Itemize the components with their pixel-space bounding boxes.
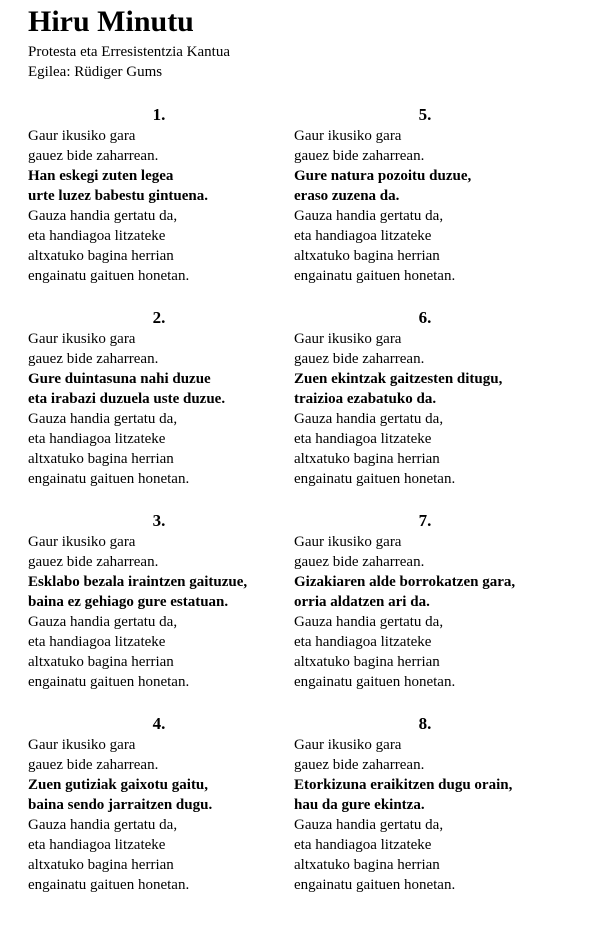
verse-line: Gauza handia gertatu da, (28, 208, 178, 224)
song-header (28, 4, 230, 82)
verse-line-highlight: Gure duintasuna nahi duzue (28, 371, 211, 387)
verse-line: gauez bide zaharrean. (294, 148, 425, 164)
verse-line: Gaur ikusiko gara (294, 331, 402, 347)
verse-line: Gauza handia gertatu da, (294, 817, 444, 833)
verse-line-highlight: Gizakiaren alde borrokatzen gara, (294, 574, 516, 590)
verse-number: 1. (152, 105, 166, 124)
verse-5 (294, 104, 559, 307)
verse-line: eta handiagoa litzateke (28, 228, 166, 244)
verse-8 (294, 713, 559, 916)
verse-line: gauez bide zaharrean. (294, 757, 425, 773)
verse-line: Gauza handia gertatu da, (28, 614, 178, 630)
author-credit: Egilea: Rüdiger Gums (28, 64, 163, 80)
verse-line: Gauza handia gertatu da, (28, 411, 178, 427)
verse-line: Gaur ikusiko gara (294, 128, 402, 144)
verse-line-highlight: Zuen ekintzak gaitzesten ditugu, (294, 371, 503, 387)
verse-line: Gaur ikusiko gara (28, 128, 136, 144)
verse-line: engainatu gaituen honetan. (28, 877, 190, 893)
verse-line-highlight: eta irabazi duzuela uste duzue. (28, 391, 226, 407)
verse-3 (28, 510, 293, 713)
verse-line-highlight: traizioa ezabatuko da. (294, 391, 437, 407)
page-title: Hiru Minutu (28, 5, 194, 38)
verse-line: eta handiagoa litzateke (294, 837, 432, 853)
verse-1 (28, 104, 293, 307)
verse-line: gauez bide zaharrean. (294, 554, 425, 570)
verse-line-highlight: orria aldatzen ari da. (294, 594, 430, 610)
verse-line: gauez bide zaharrean. (28, 148, 159, 164)
verse-line: altxatuko bagina herrian (28, 451, 174, 467)
verse-line: gauez bide zaharrean. (28, 351, 159, 367)
verse-line: Gaur ikusiko gara (28, 737, 136, 753)
verse-line: engainatu gaituen honetan. (28, 674, 190, 690)
verse-line: Gaur ikusiko gara (28, 534, 136, 550)
verse-6 (294, 307, 559, 510)
verse-number: 7. (418, 511, 432, 530)
verse-line: altxatuko bagina herrian (28, 654, 174, 670)
verse-line: eta handiagoa litzateke (28, 431, 166, 447)
verse-line: altxatuko bagina herrian (294, 654, 440, 670)
verse-line: eta handiagoa litzateke (294, 431, 432, 447)
verse-line: Gaur ikusiko gara (294, 534, 402, 550)
verse-number: 6. (418, 308, 432, 327)
verse-line-highlight: urte luzez babestu gintuena. (28, 188, 208, 204)
verse-line-highlight: Etorkizuna eraikitzen dugu orain, (294, 777, 513, 793)
verse-line: engainatu gaituen honetan. (294, 674, 456, 690)
verse-line-highlight: Esklabo bezala iraintzen gaituzue, (28, 574, 248, 590)
verse-column-left (28, 104, 293, 916)
verse-line: altxatuko bagina herrian (28, 248, 174, 264)
verse-line-highlight: Gure natura pozoitu duzue, (294, 168, 472, 184)
verse-line: gauez bide zaharrean. (28, 554, 159, 570)
verse-4 (28, 713, 293, 916)
verse-line: engainatu gaituen honetan. (294, 471, 456, 487)
verse-number: 8. (418, 714, 432, 733)
verse-column-right (294, 104, 559, 916)
verse-line: engainatu gaituen honetan. (28, 268, 190, 284)
verse-line: gauez bide zaharrean. (28, 757, 159, 773)
verse-line: Gaur ikusiko gara (294, 737, 402, 753)
verse-line: altxatuko bagina herrian (28, 857, 174, 873)
verse-line: Gauza handia gertatu da, (28, 817, 178, 833)
verse-7 (294, 510, 559, 713)
verse-line: Gauza handia gertatu da, (294, 411, 444, 427)
verse-line: Gaur ikusiko gara (28, 331, 136, 347)
verse-line: engainatu gaituen honetan. (294, 268, 456, 284)
verse-number: 3. (152, 511, 166, 530)
verse-line: eta handiagoa litzateke (294, 228, 432, 244)
page-subtitle: Protesta eta Erresistentzia Kantua (28, 44, 231, 60)
verse-2 (28, 307, 293, 510)
verse-line: altxatuko bagina herrian (294, 248, 440, 264)
verse-number: 2. (152, 308, 166, 327)
verse-line-highlight: baina sendo jarraitzen dugu. (28, 797, 213, 813)
verse-line: engainatu gaituen honetan. (28, 471, 190, 487)
verse-line-highlight: hau da gure ekintza. (294, 797, 425, 813)
verse-line-highlight: Han eskegi zuten legea (28, 168, 174, 184)
verse-line: engainatu gaituen honetan. (294, 877, 456, 893)
verse-line-highlight: Zuen gutiziak gaixotu gaitu, (28, 777, 209, 793)
verse-line: eta handiagoa litzateke (28, 634, 166, 650)
verse-line: gauez bide zaharrean. (294, 351, 425, 367)
verse-number: 4. (152, 714, 166, 733)
verse-line-highlight: baina ez gehiago gure estatuan. (28, 594, 229, 610)
verse-line: eta handiagoa litzateke (28, 837, 166, 853)
verse-number: 5. (418, 105, 432, 124)
verse-line: eta handiagoa litzateke (294, 634, 432, 650)
verse-line: Gauza handia gertatu da, (294, 208, 444, 224)
verse-line: altxatuko bagina herrian (294, 451, 440, 467)
verse-line: altxatuko bagina herrian (294, 857, 440, 873)
verse-line-highlight: eraso zuzena da. (294, 188, 400, 204)
verse-line: Gauza handia gertatu da, (294, 614, 444, 630)
